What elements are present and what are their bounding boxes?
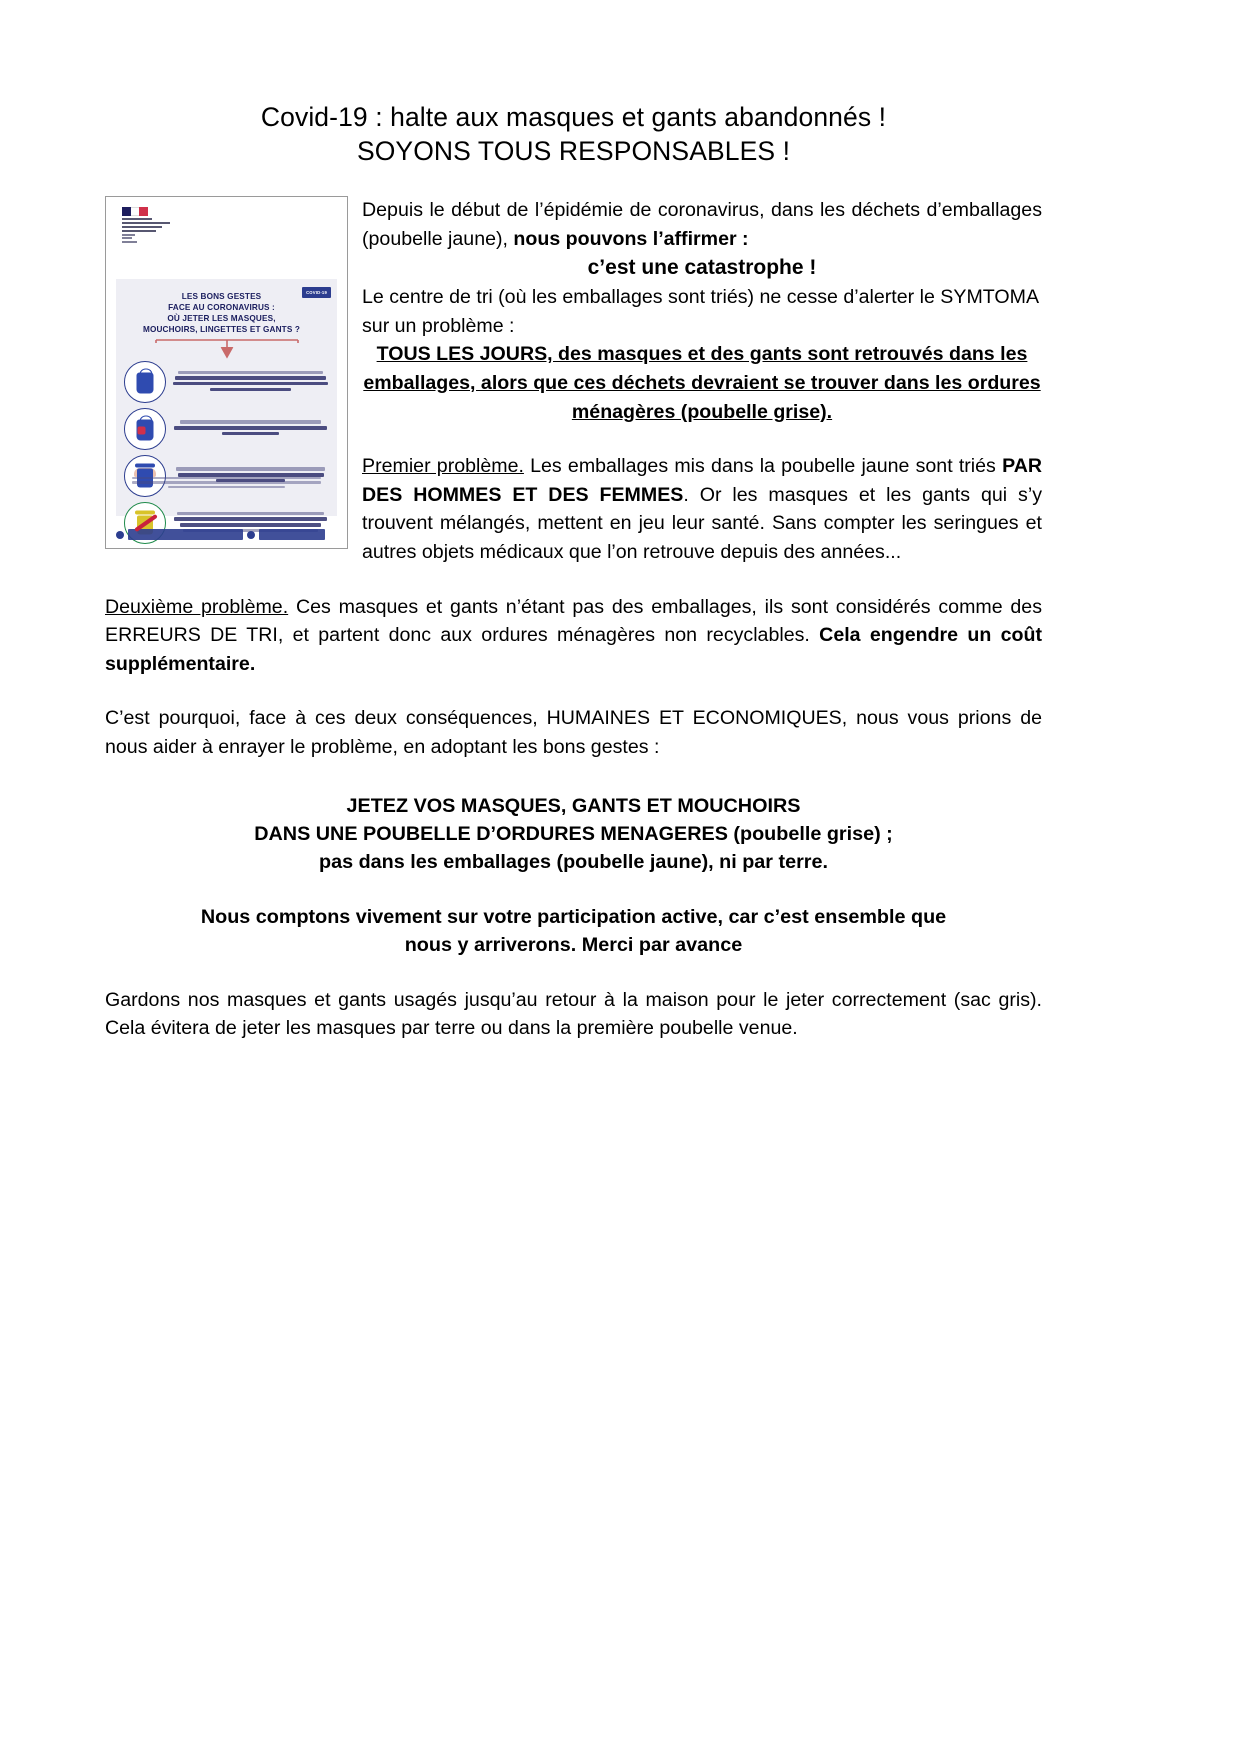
paragraph-second-problem (105, 593, 1042, 679)
call-to-action (105, 792, 1042, 877)
ministry-logo-text (122, 218, 178, 232)
info-dot-icon (116, 531, 124, 539)
intro-bold: nous pouvons l’affirmer : (513, 227, 749, 250)
poster-step-text (172, 371, 329, 394)
french-flag-icon (122, 207, 148, 216)
first-problem-text-2: . Or les masques et les gants qui s’y trouvent mélangés, mettent en jeu leur santé. Sans compter les seringues et autres objets médicaux que l’on retrouve depuis des années... (362, 483, 1042, 563)
first-problem-bold: PAR DES HOMMES ET DES FEMMES (362, 455, 1042, 506)
page-title (105, 100, 1042, 168)
poster-hotline-label (128, 529, 243, 540)
curly-arrow-icon (152, 337, 302, 359)
first-problem-text-1: Les emballages mis dans la poubelle jaune sont triés (523, 455, 1003, 478)
second-problem-text-1: Ces masques et gants n’étant pas des emballages, ils sont considérés comme des ERREURS DE TRI, et partent donc aux ordures ménagères non recyclables. (105, 595, 1042, 647)
poster-figure (105, 196, 350, 549)
thanks-line-2: nous y arriverons. Merci par avance (404, 934, 743, 957)
poster-step (124, 361, 329, 403)
intro-emphasis: c’est une catastrophe ! (587, 256, 817, 280)
second-problem-label: Deuxième problème. (105, 595, 289, 618)
cta-line-1: JETEZ VOS MASQUES, GANTS ET MOUCHOIRS (346, 794, 801, 817)
poster-steps-list (124, 361, 329, 544)
closing-text: Gardons nos masques et gants usagés jusqu’au retour à la maison pour le jeter correctement (sac gris). Cela évitera de jeter les masques par terre ou dans la première poubelle venue. (105, 988, 1042, 1040)
document-content (105, 100, 1042, 1043)
phone-icon (247, 531, 255, 539)
ministry-logo (122, 207, 178, 244)
request-text: C’est pourquoi, face à ces deux conséquences, HUMAINES ET ECONOMIQUES, nous vous prions de nous aider à enrayer le problème, en adoptant les bons gestes : (105, 707, 1042, 758)
poster-footnote (132, 477, 321, 490)
cta-line-2: DANS UNE POUBELLE D’ORDURES MENAGERES (poubelle grise) ; (254, 822, 893, 845)
first-problem-label: Premier problème. (362, 455, 524, 478)
paragraph-request (105, 704, 1042, 761)
government-poster-image (105, 196, 348, 549)
ministry-logo-motto (122, 234, 178, 243)
thanks-message (105, 903, 1042, 960)
title-line-2: SOYONS TOUS RESPONSABLES ! (356, 136, 791, 166)
paragraph-closing (105, 986, 1042, 1043)
poster-heading-line-4: MOUCHOIRS, LINGETTES ET GANTS ? (142, 325, 301, 334)
alert-text: Le centre de tri (où les emballages sont triés) ne cesse d’alerter le SYMTOMA sur un problème : (362, 286, 1038, 337)
poster-step (124, 408, 329, 450)
cta-line-3: pas dans les emballages (poubelle jaune), ni par terre. (319, 851, 828, 874)
poster-hotline-number (259, 529, 325, 540)
poster-heading-line-1: LES BONS GESTES (181, 292, 262, 301)
second-problem-bold: Cela engendre un coût supplémentaire. (105, 624, 1042, 675)
paragraph-alert-emphasis: TOUS LES JOURS, des masques et des gants sont retrouvés dans les emballages, alors que ces déchets devraient se trouver dans les ordures ménagères (poubelle grise). (363, 343, 1041, 423)
poster-panel (116, 279, 337, 516)
thanks-line-1: Nous comptons vivement sur votre participation active, car c’est ensemble que (200, 905, 947, 928)
title-line-1: Covid-19 : halte aux masques et gants abandonnés ! (260, 102, 887, 132)
poster-bottom-bar (116, 527, 337, 542)
poster-step-text (172, 420, 329, 437)
covid-badge: COVID-19 (302, 287, 331, 298)
poster-heading-line-2: FACE AU CORONAVIRUS : (168, 303, 275, 312)
closed-bag-icon (124, 408, 166, 450)
poster-heading (128, 291, 315, 335)
intro-text-1: Depuis le début de l’épidémie de coronavirus, dans les déchets d’emballages (poubelle jaune), (362, 199, 1042, 250)
poster-heading-line-3: OÙ JETER LES MASQUES, (167, 314, 276, 323)
trash-bag-icon (124, 361, 166, 403)
